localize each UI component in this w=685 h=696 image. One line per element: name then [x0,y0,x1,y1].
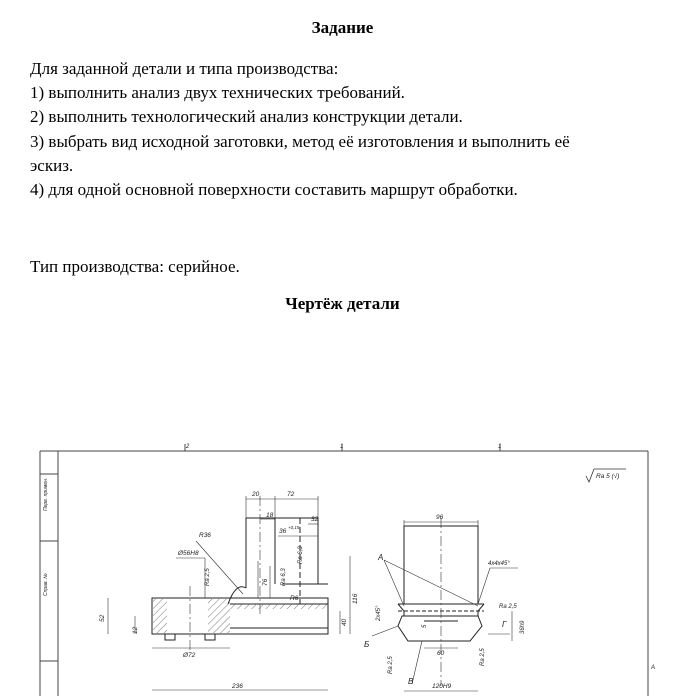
dim-60: 60 [437,650,445,657]
section-hatch-right [208,599,230,633]
dim-d72: Ø72 [183,652,196,659]
roughness-ra63-a: Ra 6,3 [281,568,287,586]
dim-72: 72 [287,491,295,498]
drawing-frame [40,444,648,696]
sheet-edge-letter: А [651,665,656,671]
dim-r36: R36 [199,532,211,539]
side-label-first-use: Перв. примен. [43,477,49,511]
dim-40: 40 [341,618,348,626]
dim-18: 18 [266,512,274,519]
dim-chamfer-4x4x45: 4x4x45° [488,561,510,567]
dim-chamfer-2x45: 2x45° [376,605,382,621]
dim-20: 20 [252,491,260,498]
task-heading: Задание [311,18,374,37]
dim-96: 96 [436,514,444,521]
task-item-4: 4) для одной основной поверхности составить маршрут обработки. [30,180,518,199]
part-drawing [0,436,685,696]
main-view-dimension-lines [108,496,350,690]
dim-32: 32 [311,516,319,523]
zone-number-2: 2 [186,444,190,450]
roughness-ra25-side-top: Ra 2,5 [499,604,517,610]
intro-line: Для заданной детали и типа производства: [30,59,339,78]
surface-letter-a: А [378,553,384,562]
dim-52: 52 [99,614,106,622]
dim-5: 5 [422,624,428,628]
dim-12: 12 [132,626,139,634]
general-roughness-label: Ra 5 (√) [596,473,620,480]
task-item-1: 1) выполнить анализ двух технических требований. [30,83,405,102]
roughness-ra25-right: Ra 2,5 [480,648,486,666]
side-label-ref-no: Справ. № [43,573,49,596]
dim-r6: R6 [290,595,299,602]
surface-letter-g: Г [502,620,507,629]
dim-36-tolerance: +0,15 [288,525,300,530]
dim-120h9: 120H9 [432,683,452,690]
task-item-3: 3) выбрать вид исходной заготовки, метод её изготовления и выполнить её [30,132,570,151]
dim-76: 76 [262,578,269,586]
roughness-ra25-left: Ra 2,5 [388,656,394,674]
zone-number-1a: 1 [340,444,344,450]
section-hatch-floor [230,604,328,609]
dim-36: 36 [279,528,287,535]
roughness-ra25-bore: Ra 2,5 [205,568,211,586]
dim-d56h8: Ø56H8 [178,550,199,557]
surface-letter-v: В [408,677,414,686]
drawing-heading: Чертёж детали [285,294,400,313]
zone-number-1b: 1 [498,444,502,450]
task-item-3-cont: эскиз. [30,156,74,175]
dim-36h9: 36h9 [520,620,526,634]
production-type: Тип производства: серийное. [30,257,240,276]
dim-236: 236 [232,683,243,690]
task-item-2: 2) выполнить технологический анализ конструкции детали. [30,107,463,126]
roughness-ra63-b: Ra 6,3 [298,546,304,564]
surface-letter-b: Б [364,640,370,649]
dim-116: 116 [352,593,359,604]
section-hatch-left [153,599,167,633]
